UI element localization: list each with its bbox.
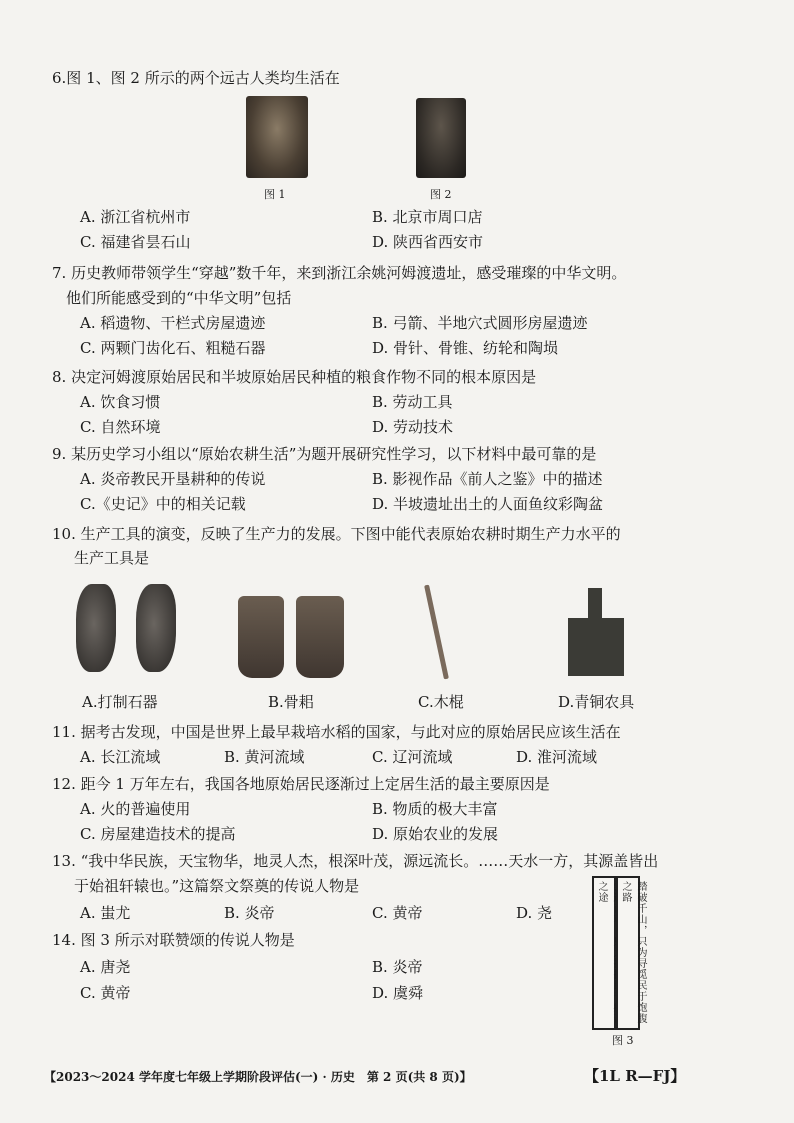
q11-option-c: C. 辽河流域 — [372, 748, 453, 766]
q12-option-a: A. 火的普遍使用 — [80, 800, 191, 818]
q8-option-d: D. 劳动技术 — [372, 418, 454, 436]
q9-option-b: B. 影视作品《前人之鉴》中的描述 — [372, 470, 603, 488]
couplet-right-scroll — [616, 876, 646, 1030]
couplet-left-scroll — [592, 876, 616, 1030]
q13-option-a: A. 蚩尤 — [80, 904, 131, 922]
q14-option-d: D. 虞舜 — [372, 984, 424, 1002]
couplet-right-text: 踏破千山，只为寻觅民于饱腹之路 — [620, 881, 646, 1024]
q11-option-b: B. 黄河流域 — [224, 748, 305, 766]
q10-stem-line1: 10. 生产工具的演变，反映了生产力的发展。下图中能代表原始农耕时期生产力水平的 — [52, 525, 621, 543]
q14-option-c: C. 黄帝 — [80, 984, 131, 1002]
bone-tool-image-2 — [296, 596, 344, 678]
q13-stem-line1: 13. “我中华民族，天宝物华，地灵人杰，根深叶茂，源远流长。……天水一方，其源盖皆出 — [52, 852, 659, 870]
q11-option-d: D. 淮河流域 — [516, 748, 598, 766]
q11-stem: 11. 据考古发现，中国是世界上最早栽培水稻的国家，与此对应的原始居民应该生活在 — [52, 723, 621, 741]
q7-option-d: D. 骨针、骨锥、纺轮和陶埙 — [372, 339, 559, 357]
q8-option-c: C. 自然环境 — [80, 418, 161, 436]
stone-tool-image-2 — [136, 584, 176, 672]
q7-stem-line2: 他们所能感受到的“中华文明”包括 — [66, 289, 292, 307]
figure-2-image — [416, 98, 466, 178]
figure-1-caption: 图 1 — [264, 188, 286, 201]
q10-option-d: D.青铜农具 — [558, 693, 635, 711]
q7-option-b: B. 弓箭、半地穴式圆形房屋遗迹 — [372, 314, 588, 332]
q10-stem-line2: 生产工具是 — [74, 549, 150, 567]
q7-option-c: C. 两颗门齿化石、粗糙石器 — [80, 339, 266, 357]
q6-option-d: D. 陕西省西安市 — [372, 233, 484, 251]
q14-stem: 14. 图 3 所示对联赞颂的传说人物是 — [52, 931, 295, 949]
q6-option-a: A. 浙江省杭州市 — [80, 208, 191, 226]
wooden-stick-image — [424, 585, 449, 680]
q12-option-c: C. 房屋建造技术的提高 — [80, 825, 236, 843]
q8-option-b: B. 劳动工具 — [372, 393, 453, 411]
q6-stem: 6.图 1、图 2 所示的两个远古人类均生活在 — [52, 69, 340, 87]
q6-option-c: C. 福建省昙石山 — [80, 233, 191, 251]
q14-option-b: B. 炎帝 — [372, 958, 423, 976]
bronze-tool-handle-image — [588, 588, 602, 618]
stone-tool-image-1 — [76, 584, 116, 672]
q13-stem-line2: 于始祖轩辕也。”这篇祭文祭奠的传说人物是 — [74, 877, 360, 895]
figure-1-image — [246, 96, 308, 178]
q10-option-b: B.骨耜 — [268, 693, 314, 711]
q13-option-c: C. 黄帝 — [372, 904, 423, 922]
figure-3-caption: 图 3 — [612, 1034, 634, 1047]
footer-page-info: 【2023～2024 学年度七年级上学期阶段评估(一) · 历史 第 2 页(共 8 页)】 — [44, 1070, 472, 1084]
q7-option-a: A. 稻遗物、干栏式房屋遗迹 — [80, 314, 266, 332]
q13-option-d: D. 尧 — [516, 904, 553, 922]
q14-option-a: A. 唐尧 — [80, 958, 131, 976]
footer-code: 【1L R—FJ】 — [584, 1067, 686, 1085]
q7-stem-line1: 7. 历史教师带领学生“穿越”数千年，来到浙江余姚河姆渡遗址，感受璀璨的中华文明。 — [52, 264, 627, 282]
q9-option-c: C.《史记》中的相关记载 — [80, 495, 246, 513]
bronze-tool-blade-image — [568, 618, 624, 676]
q8-stem: 8. 决定河姆渡原始居民和半坡原始居民种植的粮食作物不同的根本原因是 — [52, 368, 537, 386]
q8-option-a: A. 饮食习惯 — [80, 393, 161, 411]
figure-2-caption: 图 2 — [430, 188, 452, 201]
q11-option-a: A. 长江流域 — [80, 748, 161, 766]
q6-option-b: B. 北京市周口店 — [372, 208, 483, 226]
q12-option-b: B. 物质的极大丰富 — [372, 800, 498, 818]
q13-option-b: B. 炎帝 — [224, 904, 275, 922]
q12-option-d: D. 原始农业的发展 — [372, 825, 499, 843]
q9-option-d: D. 半坡遗址出土的人面鱼纹彩陶盆 — [372, 495, 604, 513]
bone-tool-image-1 — [238, 596, 284, 678]
q9-stem: 9. 某历史学习小组以“原始农耕生活”为题开展研究性学习，以下材料中最可靠的是 — [52, 445, 597, 463]
q12-stem: 12. 距今 1 万年左右，我国各地原始居民逐渐过上定居生活的最主要原因是 — [52, 775, 550, 793]
couplet-left-text: 之途 — [596, 881, 607, 903]
q9-option-a: A. 炎帝教民开垦耕种的传说 — [80, 470, 266, 488]
q10-option-c: C.木棍 — [418, 693, 464, 711]
q10-option-a: A.打制石器 — [82, 693, 158, 711]
